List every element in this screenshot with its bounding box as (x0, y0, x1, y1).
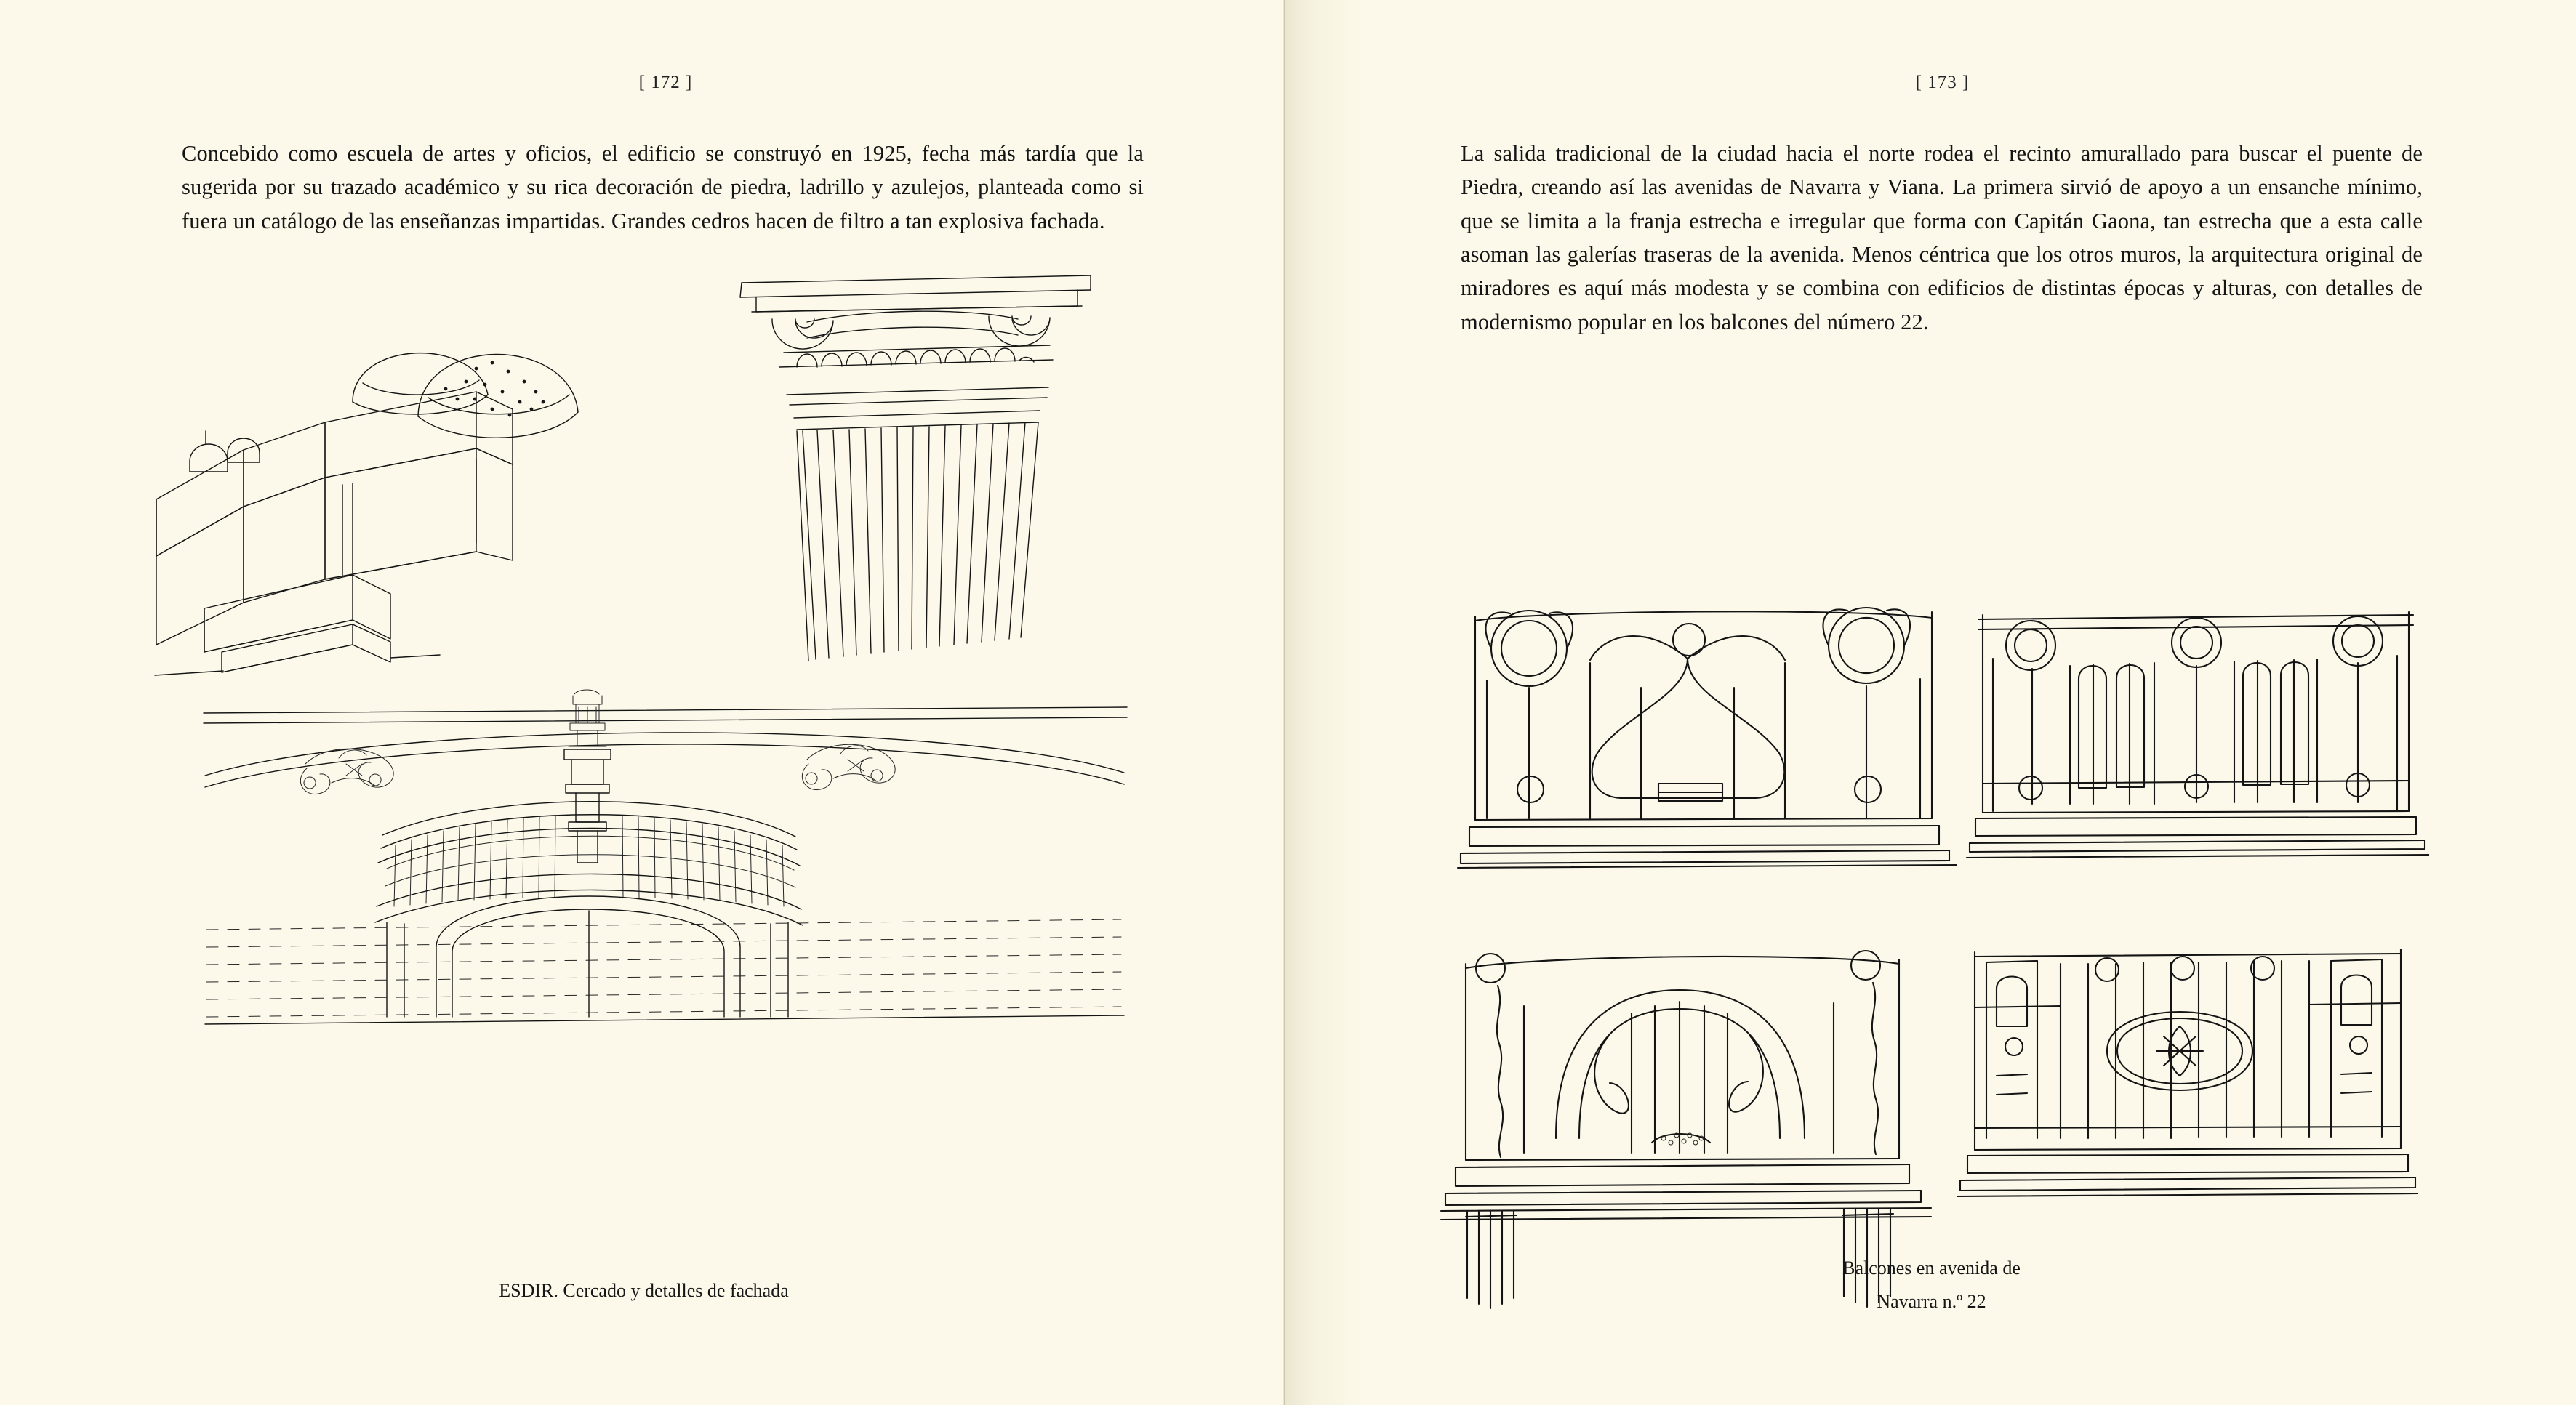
page-folio-left: [ 172 ] (638, 73, 693, 92)
ionic-capital-column-sketch (727, 252, 1105, 674)
facade-arch-balcony-sketch (196, 688, 1134, 1095)
domed-building-perspective-sketch (135, 267, 731, 717)
page-folio-right: [ 173 ] (1915, 73, 1970, 92)
right-page (1288, 0, 2575, 1405)
balcony-railing-sketch-top-right (1964, 586, 2429, 877)
right-page-paragraph: La salida tradicional de la ciudad hacia el norte rodea el recinto amurallado para buscar el puente de Piedra, creando así las avenidas de Navarra y Viana. La primera sirvió de apoyo a un ensanche mínimo, que se limita a la franja estrecha e irregular que forma con Capitán Gaona, tan estrecha que a esta calle asoman las galerías traseras de la avenida. Menos céntrica que los otros muros, la arquitectura original de miradores es aquí más modesta y se combina con edificios de distintas épocas y alturas, con detalles de modernismo popular en los balcones del número 22. (1461, 141, 2423, 334)
balcony-railing-sketch-top-left (1448, 579, 1957, 884)
right-page-caption (1288, 1252, 2575, 1318)
right-page-caption-line-1: Balcones en avenida de (1842, 1257, 2021, 1279)
left-page-caption: ESDIR. Cercado y detalles de fachada (499, 1279, 789, 1301)
right-page-caption-line-2: Navarra n.º 22 (1877, 1290, 1986, 1312)
left-page-paragraph: Concebido como escuela de artes y oficios, el edificio se construyó en 1925, fecha más tardía que la sugerida por su trazado académico y su rica decoración de piedra, ladrillo y azulejos, planteada como si fuera un catálogo de las enseñanzas impartidas. Grandes cedros hacen de filtro a tan explosiva fachada. (182, 141, 1144, 233)
balcony-railing-sketch-bottom-right (1953, 920, 2418, 1225)
